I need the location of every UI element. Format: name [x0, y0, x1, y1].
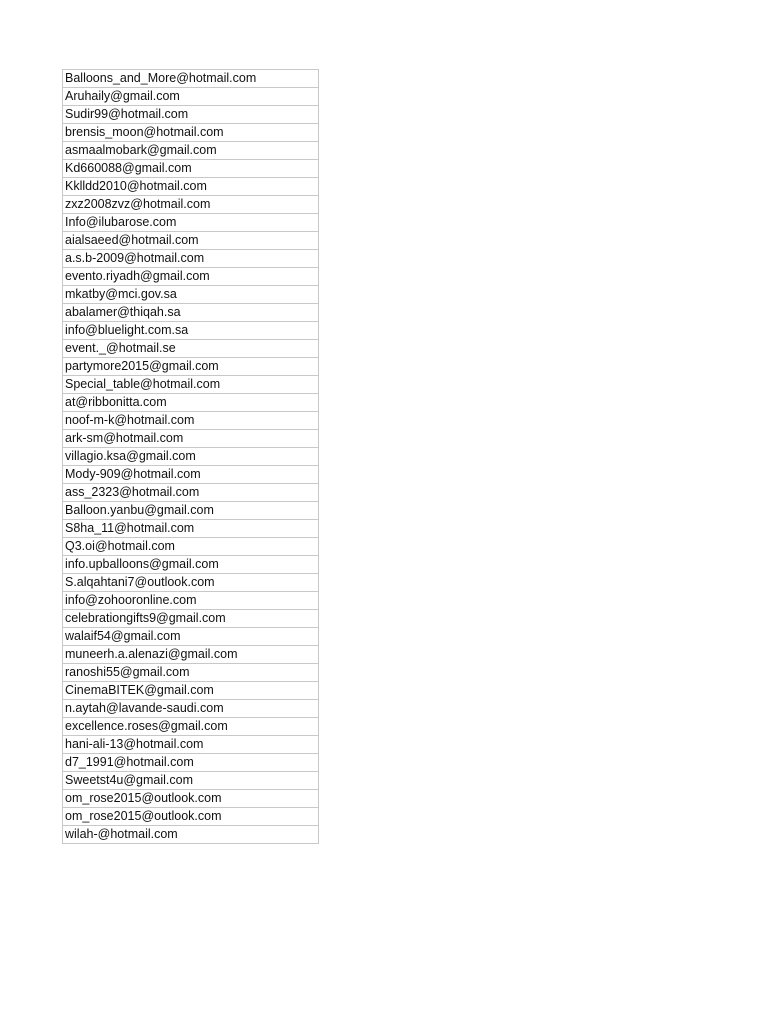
- table-row: [63, 466, 319, 484]
- email-cell[interactable]: brensis_moon@hotmail.com: [63, 124, 319, 142]
- email-cell[interactable]: hani-ali-13@hotmail.com: [63, 736, 319, 754]
- email-cell[interactable]: Special_table@hotmail.com: [63, 376, 319, 394]
- email-cell[interactable]: Sudir99@hotmail.com: [63, 106, 319, 124]
- email-cell[interactable]: S.alqahtani7@outlook.com: [63, 574, 319, 592]
- table-row: [63, 376, 319, 394]
- email-cell[interactable]: ranoshi55@gmail.com: [63, 664, 319, 682]
- email-cell[interactable]: Info@ilubarose.com: [63, 214, 319, 232]
- email-cell[interactable]: zxz2008zvz@hotmail.com: [63, 196, 319, 214]
- email-cell[interactable]: Kd660088@gmail.com: [63, 160, 319, 178]
- table-row: [63, 538, 319, 556]
- table-row: [63, 682, 319, 700]
- email-cell[interactable]: wilah-@hotmail.com: [63, 826, 319, 844]
- table-row: [63, 628, 319, 646]
- table-row: [63, 214, 319, 232]
- email-cell[interactable]: ark-sm@hotmail.com: [63, 430, 319, 448]
- table-row: [63, 268, 319, 286]
- table-row: [63, 196, 319, 214]
- table-row: [63, 736, 319, 754]
- table-row: [63, 664, 319, 682]
- table-row: [63, 304, 319, 322]
- email-cell[interactable]: asmaalmobark@gmail.com: [63, 142, 319, 160]
- table-row: [63, 448, 319, 466]
- table-row: [63, 250, 319, 268]
- email-cell[interactable]: om_rose2015@outlook.com: [63, 790, 319, 808]
- table-row: [63, 340, 319, 358]
- email-cell[interactable]: excellence.roses@gmail.com: [63, 718, 319, 736]
- table-row: [63, 610, 319, 628]
- table-row: [63, 502, 319, 520]
- email-cell[interactable]: info.upballoons@gmail.com: [63, 556, 319, 574]
- table-row: [63, 826, 319, 844]
- email-cell[interactable]: noof-m-k@hotmail.com: [63, 412, 319, 430]
- email-cell[interactable]: event._@hotmail.se: [63, 340, 319, 358]
- email-cell[interactable]: Kklldd2010@hotmail.com: [63, 178, 319, 196]
- email-cell[interactable]: ass_2323@hotmail.com: [63, 484, 319, 502]
- table-row: [63, 430, 319, 448]
- email-cell[interactable]: partymore2015@gmail.com: [63, 358, 319, 376]
- email-cell[interactable]: evento.riyadh@gmail.com: [63, 268, 319, 286]
- email-cell[interactable]: walaif54@gmail.com: [63, 628, 319, 646]
- table-row: [63, 142, 319, 160]
- table-row: [63, 592, 319, 610]
- email-cell[interactable]: Sweetst4u@gmail.com: [63, 772, 319, 790]
- table-row: [63, 520, 319, 538]
- email-cell[interactable]: Q3.oi@hotmail.com: [63, 538, 319, 556]
- email-cell[interactable]: om_rose2015@outlook.com: [63, 808, 319, 826]
- email-cell[interactable]: info@zohooronline.com: [63, 592, 319, 610]
- email-cell[interactable]: info@bluelight.com.sa: [63, 322, 319, 340]
- table-row: [63, 160, 319, 178]
- email-cell[interactable]: S8ha_11@hotmail.com: [63, 520, 319, 538]
- table-row: [63, 772, 319, 790]
- table-row: [63, 70, 319, 88]
- email-cell[interactable]: n.aytah@lavande-saudi.com: [63, 700, 319, 718]
- email-cell[interactable]: Balloons_and_More@hotmail.com: [63, 70, 319, 88]
- email-cell[interactable]: Balloon.yanbu@gmail.com: [63, 502, 319, 520]
- table-row: [63, 808, 319, 826]
- table-row: [63, 556, 319, 574]
- table-row: [63, 394, 319, 412]
- table-row: [63, 484, 319, 502]
- email-cell[interactable]: celebrationgifts9@gmail.com: [63, 610, 319, 628]
- table-row: [63, 232, 319, 250]
- table-row: [63, 358, 319, 376]
- table-row: [63, 124, 319, 142]
- email-cell[interactable]: villagio.ksa@gmail.com: [63, 448, 319, 466]
- table-row: [63, 286, 319, 304]
- table-row: [63, 574, 319, 592]
- email-cell[interactable]: aialsaeed@hotmail.com: [63, 232, 319, 250]
- table-row: [63, 106, 319, 124]
- email-list-body: [63, 70, 319, 844]
- table-row: [63, 178, 319, 196]
- email-cell[interactable]: a.s.b-2009@hotmail.com: [63, 250, 319, 268]
- email-cell[interactable]: muneerh.a.alenazi@gmail.com: [63, 646, 319, 664]
- email-cell[interactable]: d7_1991@hotmail.com: [63, 754, 319, 772]
- email-cell[interactable]: Mody-909@hotmail.com: [63, 466, 319, 484]
- email-cell[interactable]: Aruhaily@gmail.com: [63, 88, 319, 106]
- table-row: [63, 88, 319, 106]
- table-row: [63, 790, 319, 808]
- email-cell[interactable]: abalamer@thiqah.sa: [63, 304, 319, 322]
- email-list-table: [62, 69, 319, 844]
- table-row: [63, 700, 319, 718]
- email-cell[interactable]: mkatby@mci.gov.sa: [63, 286, 319, 304]
- email-cell[interactable]: at@ribbonitta.com: [63, 394, 319, 412]
- table-row: [63, 754, 319, 772]
- table-row: [63, 718, 319, 736]
- table-row: [63, 646, 319, 664]
- email-cell[interactable]: CinemaBITEK@gmail.com: [63, 682, 319, 700]
- table-row: [63, 412, 319, 430]
- table-row: [63, 322, 319, 340]
